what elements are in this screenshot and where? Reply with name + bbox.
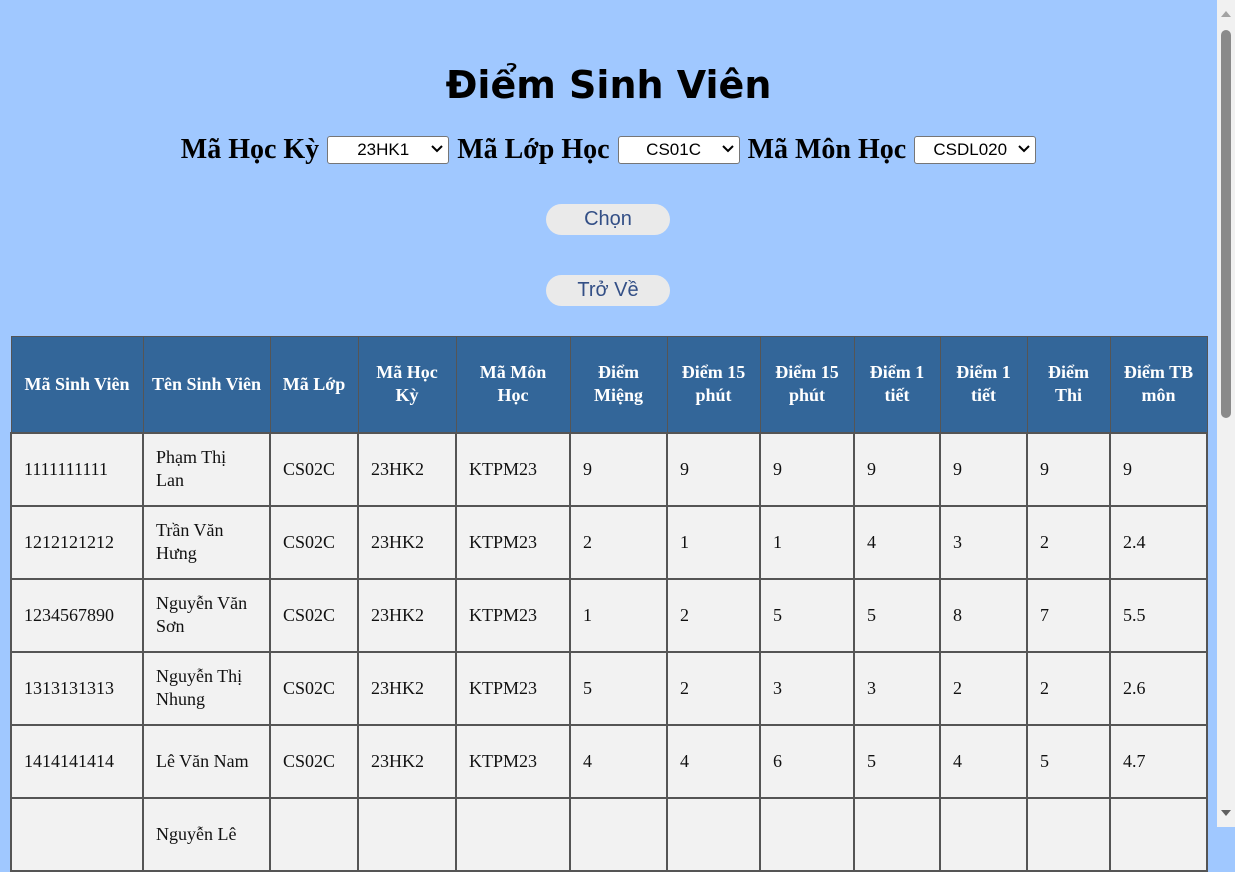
table-cell: 9 (570, 433, 667, 506)
table-cell: KTPM23 (456, 433, 570, 506)
table-cell: 2 (940, 652, 1027, 725)
table-cell: KTPM23 (456, 725, 570, 798)
table-cell: 8 (940, 579, 1027, 652)
table-cell: 3 (760, 652, 854, 725)
table-cell: 2 (667, 579, 760, 652)
subject-label: Mã Môn Học (747, 134, 907, 165)
table-cell: 2 (1027, 506, 1110, 579)
table-cell: 2.4 (1110, 506, 1207, 579)
table-cell: Lê Văn Nam (143, 725, 270, 798)
table-cell: CS02C (270, 506, 358, 579)
table-cell: Nguyễn Văn Sơn (143, 579, 270, 652)
table-cell (1110, 798, 1207, 871)
table-cell: Nguyễn Thị Nhung (143, 652, 270, 725)
column-header: Điểm 15 phút (667, 337, 760, 433)
table-cell: 5 (570, 652, 667, 725)
table-cell: KTPM23 (456, 579, 570, 652)
table-row (11, 433, 1207, 506)
table-cell: 1 (667, 506, 760, 579)
table-row (11, 579, 1207, 652)
table-cell: 5 (854, 725, 940, 798)
subject-select-value: CSDL020 (933, 140, 1008, 159)
class-label: Mã Lớp Học (457, 134, 610, 165)
chevron-down-icon (430, 142, 444, 156)
table-cell (270, 798, 358, 871)
table-cell: 2 (570, 506, 667, 579)
table-cell (11, 798, 143, 871)
table-cell: 9 (667, 433, 760, 506)
table-body (11, 433, 1207, 871)
table-cell: 9 (1110, 433, 1207, 506)
table-cell: CS02C (270, 579, 358, 652)
table-cell: CS02C (270, 652, 358, 725)
table-cell: Nguyễn Lê (143, 798, 270, 871)
table-cell: Trần Văn Hưng (143, 506, 270, 579)
column-header: Mã Lớp (270, 337, 358, 433)
table-cell: 9 (760, 433, 854, 506)
scroll-down-arrow-icon[interactable] (1220, 807, 1232, 819)
column-header: Điểm Miệng (570, 337, 667, 433)
column-header: Điểm TB môn (1110, 337, 1207, 433)
scroll-up-arrow-icon[interactable] (1220, 8, 1232, 20)
table-cell (570, 798, 667, 871)
table-cell: 5.5 (1110, 579, 1207, 652)
column-header: Điểm 1 tiết (940, 337, 1027, 433)
table-cell: CS02C (270, 433, 358, 506)
table-cell: 23HK2 (358, 725, 456, 798)
table-cell: KTPM23 (456, 652, 570, 725)
table-cell: 7 (1027, 579, 1110, 652)
table-cell: 23HK2 (358, 652, 456, 725)
table-cell: 23HK2 (358, 506, 456, 579)
table-cell: CS02C (270, 725, 358, 798)
filter-bar (0, 134, 1217, 166)
table-cell: 5 (1027, 725, 1110, 798)
table-cell: 4 (940, 725, 1027, 798)
table-cell: 4 (854, 506, 940, 579)
choose-button[interactable]: Chọn (546, 204, 670, 235)
table-row (11, 652, 1207, 725)
column-header: Tên Sinh Viên (143, 337, 270, 433)
table-cell: 2.6 (1110, 652, 1207, 725)
table-header-row (11, 337, 1207, 433)
column-header: Điểm 15 phút (760, 337, 854, 433)
page-title: Điểm Sinh Viên (445, 63, 772, 107)
column-header: Mã Môn Học (456, 337, 570, 433)
chevron-down-icon (721, 142, 735, 156)
table-cell: 3 (940, 506, 1027, 579)
table-cell: 23HK2 (358, 433, 456, 506)
semester-label: Mã Học Kỳ (180, 134, 320, 165)
table-cell: 1 (570, 579, 667, 652)
semester-select-value: 23HK1 (357, 140, 410, 159)
vertical-scrollbar[interactable] (1217, 0, 1235, 827)
table-cell: KTPM23 (456, 506, 570, 579)
table-cell: 2 (667, 652, 760, 725)
table-cell: 9 (1027, 433, 1110, 506)
column-header: Mã Sinh Viên (11, 337, 143, 433)
table-cell (456, 798, 570, 871)
semester-select[interactable] (327, 136, 449, 164)
subject-select[interactable] (914, 136, 1036, 164)
table-cell: 4 (667, 725, 760, 798)
table-cell: 5 (760, 579, 854, 652)
table-cell: 3 (854, 652, 940, 725)
table-cell: 2 (1027, 652, 1110, 725)
table-cell: 1 (760, 506, 854, 579)
table-cell: Phạm Thị Lan (143, 433, 270, 506)
table-cell (358, 798, 456, 871)
table-cell: 4 (570, 725, 667, 798)
table-row (11, 506, 1207, 579)
table-cell (854, 798, 940, 871)
table-cell (667, 798, 760, 871)
table-cell: 1212121212 (11, 506, 143, 579)
column-header: Mã Học Kỳ (358, 337, 456, 433)
grades-table (10, 336, 1208, 872)
table-row (11, 798, 1207, 871)
table-cell: 1111111111 (11, 433, 143, 506)
class-select[interactable] (618, 136, 740, 164)
table-cell: 1414141414 (11, 725, 143, 798)
table-cell: 23HK2 (358, 579, 456, 652)
table-cell (1027, 798, 1110, 871)
table-row (11, 725, 1207, 798)
chevron-down-icon (1017, 142, 1031, 156)
column-header: Điểm Thi (1027, 337, 1110, 433)
table-cell (940, 798, 1027, 871)
back-button[interactable]: Trở Về (546, 275, 670, 306)
table-cell: 9 (940, 433, 1027, 506)
table-cell: 5 (854, 579, 940, 652)
table-cell: 1234567890 (11, 579, 143, 652)
table-cell: 1313131313 (11, 652, 143, 725)
class-select-value: CS01C (646, 140, 701, 159)
scrollbar-thumb[interactable] (1221, 30, 1231, 418)
table-cell: 6 (760, 725, 854, 798)
table-cell (760, 798, 854, 871)
table-cell: 9 (854, 433, 940, 506)
column-header: Điểm 1 tiết (854, 337, 940, 433)
table-cell: 4.7 (1110, 725, 1207, 798)
